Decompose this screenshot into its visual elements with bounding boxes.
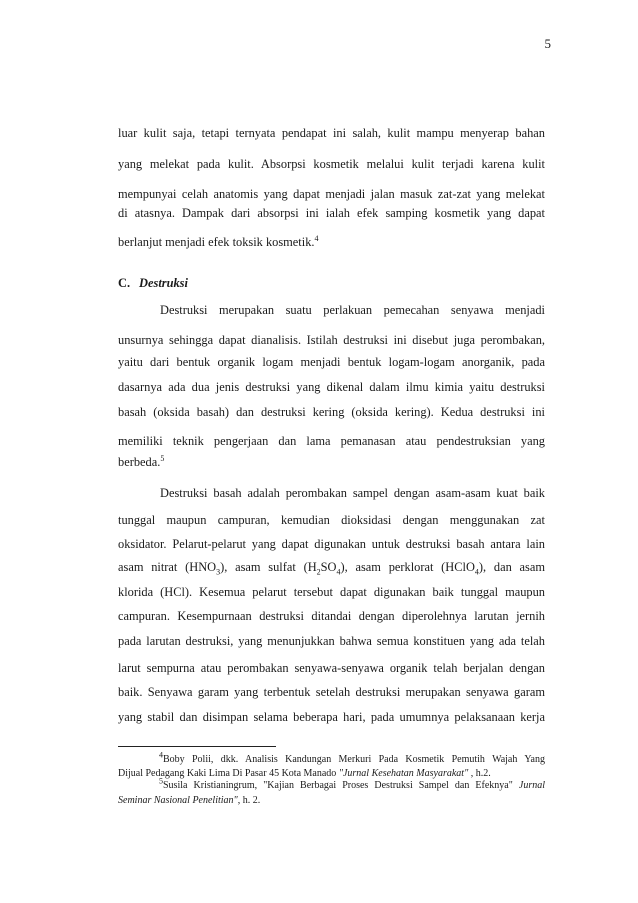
body-line — [118, 455, 545, 470]
footnote-text: Susila Kristianingrum, "Kajian Berbagai Proses Destruksi Sampel dan Efeknya" — [163, 780, 519, 791]
body-line: oksidator. Pelarut-pelarut yang dapat digunakan untuk destruksi basah antara lain — [118, 537, 545, 551]
subscript: 3 — [216, 567, 221, 577]
subscript: 4 — [474, 567, 479, 577]
body-line: memiliki teknik pengerjaan dan lama pemanasan atau pendestruksian yang — [118, 434, 545, 448]
body-line: baik. Senyawa garam yang terbentuk setelah destruksi merupakan senyawa garam — [118, 685, 545, 699]
body-line: di atasnya. Dampak dari absorpsi ini ialah efek samping kosmetik yang dapat — [118, 206, 545, 220]
footnote-text: Dijual Pedagang Kaki Lima Di Pasar 45 Kota Manado — [118, 768, 339, 779]
section-title: Destruksi — [139, 276, 188, 290]
body-line: larut sempurna atau perombakan senyawa-senyawa organik telah berjalan dengan — [118, 661, 545, 675]
body-line: basah (oksida basah) dan destruksi kering (oksida kering). Kedua destruksi ini — [118, 405, 545, 419]
body-line: mempunyai celah anatomis yang dapat menjadi jalan masuk zat-zat yang melekat — [118, 187, 545, 201]
footnote-5-cont — [118, 795, 545, 806]
subscript: 4 — [336, 567, 341, 577]
footnote-text: Boby Polii, dkk. Analisis Kandungan Merkuri Pada Kosmetik Pemutih Wajah Yang — [163, 754, 545, 765]
footnote-ref: 5 — [160, 453, 165, 463]
body-line — [118, 235, 545, 250]
body-line-text: berbeda. — [118, 455, 161, 469]
body-line: dasarnya ada dua jenis destruksi yang dikenal dalam ilmu kimia yaitu destruksi — [118, 380, 545, 394]
body-line — [118, 560, 545, 575]
body-line: Destruksi basah adalah perombakan sampel dengan asam-asam kuat baik — [160, 486, 545, 500]
footnote-separator — [118, 746, 276, 747]
footnote-journal: Seminar Nasional Penelitian" — [118, 795, 238, 806]
body-line: yang melekat pada kulit. Absorpsi kosmetik melalui kulit terjadi karena kulit — [118, 157, 545, 171]
section-letter: C. — [118, 276, 131, 290]
footnote-4-cont — [118, 768, 545, 779]
body-line: yaitu dari bentuk organik logam menjadi bentuk logam-logam anorganik, pada — [118, 355, 545, 369]
footnote-5 — [159, 776, 545, 791]
footnote-journal: "Jurnal Kesehatan Masyarakat" — [338, 768, 469, 779]
text: ), asam perklorat (HClO — [340, 560, 475, 574]
body-line: tunggal maupun campuran, kemudian dioksidasi dengan menggunakan zat — [118, 513, 545, 527]
section-heading — [118, 276, 188, 291]
page-number: 5 — [544, 36, 551, 51]
footnote-4 — [159, 750, 545, 765]
text: ), dan asam — [478, 560, 545, 574]
text: asam nitrat (HNO — [118, 560, 217, 574]
body-line: Destruksi merupakan suatu perlakuan pemecahan senyawa menjadi — [160, 303, 545, 317]
footnote-number: 4 — [159, 750, 163, 760]
subscript: 2 — [316, 567, 321, 577]
body-line-text: berlanjut menjadi efek toksik kosmetik. — [118, 235, 315, 249]
text: ), asam sulfat (H — [220, 560, 317, 574]
body-line: campuran. Kesempurnaan destruksi ditandai dengan diperolehnya larutan jernih — [118, 609, 545, 623]
body-line: yang stabil dan disimpan selama beberapa hari, pada umumnya pelaksanaan kerja — [118, 710, 545, 724]
body-line: luar kulit saja, tetapi ternyata pendapat ini salah, kulit mampu menyerap bahan — [118, 126, 545, 140]
footnote-number: 5 — [159, 776, 163, 786]
footnote-journal: Jurnal — [518, 780, 545, 791]
footnote-ref: 4 — [314, 233, 319, 243]
body-line: klorida (HCl). Kesemua pelarut tersebut dapat digunakan baik tunggal maupun — [118, 585, 545, 599]
body-line: unsurnya sehingga dapat dianalisis. Istilah destruksi ini disebut juga perombakan, — [118, 333, 545, 347]
footnote-text: , h. 2. — [237, 795, 261, 806]
body-line: pada larutan destruksi, yang menunjukkan bahwa semua konstituen yang ada telah — [118, 634, 545, 648]
text: SO — [320, 560, 337, 574]
footnote-text: , h.2. — [468, 768, 491, 779]
